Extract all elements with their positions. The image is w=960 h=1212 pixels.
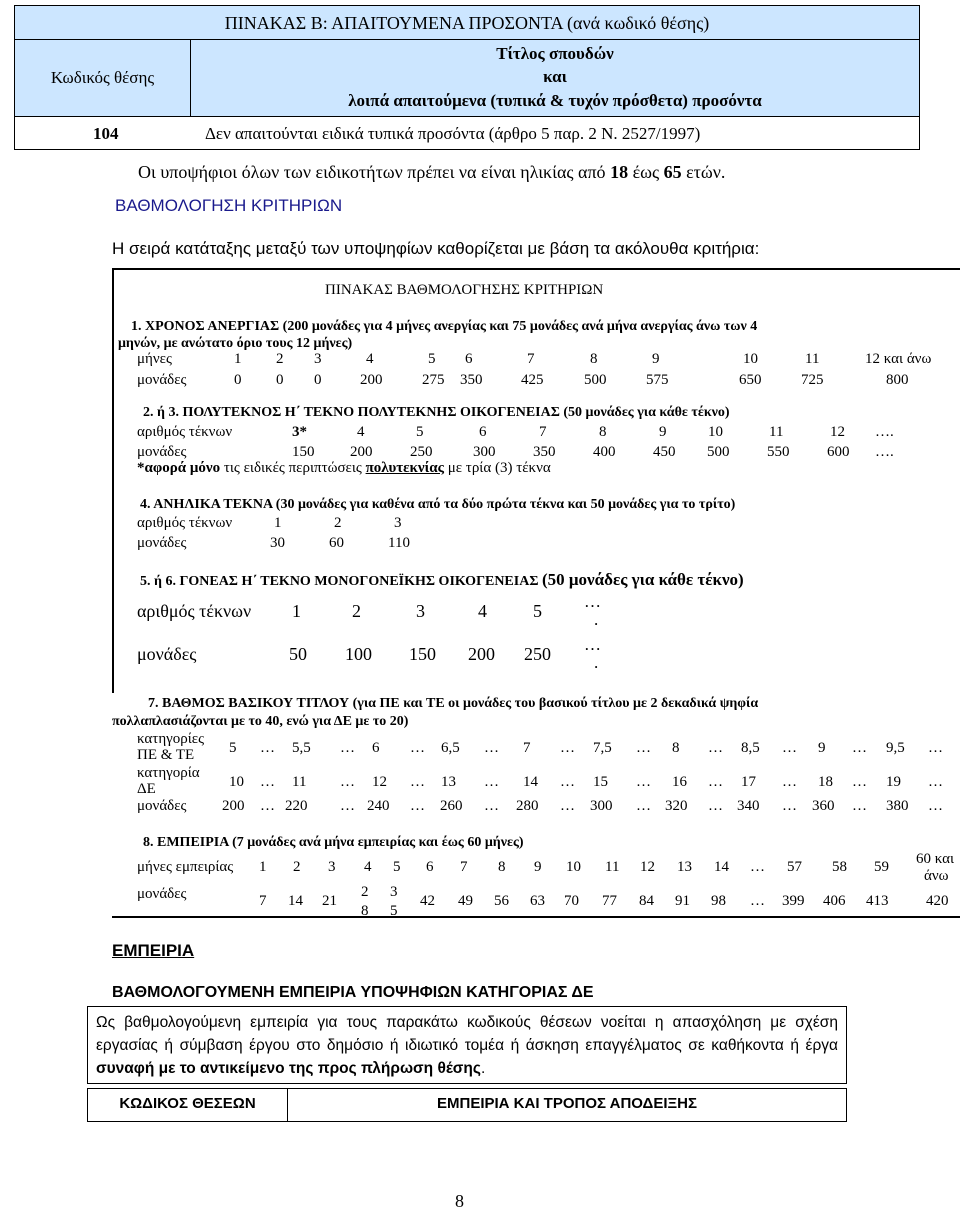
table-cell: 11	[805, 351, 820, 367]
experience-definition-box	[87, 1006, 847, 1084]
table-cell: 500	[707, 444, 730, 460]
table-cell: 220	[285, 798, 308, 814]
table-cell: 200	[360, 372, 383, 388]
table-cell: 12	[640, 859, 655, 875]
table-cell: 275	[422, 372, 445, 388]
table-cell: 575	[646, 372, 669, 388]
separator: …	[410, 798, 425, 814]
criteria-table-title: ΠΙΝΑΚΑΣ ΒΑΘΜΟΛΟΓΗΣΗΣ ΚΡΙΤΗΡΙΩΝ	[325, 282, 604, 298]
table-cell: 10	[229, 774, 244, 790]
table-cell: 19	[886, 774, 901, 790]
age-note	[138, 162, 725, 183]
table-cell: 413	[866, 893, 889, 909]
table-cell: 150	[292, 444, 315, 460]
table-cell: 400	[593, 444, 616, 460]
ellipsis: …	[584, 592, 601, 611]
separator: …	[260, 798, 275, 814]
table-cell: 0	[234, 372, 242, 388]
criterion-2-title: 2. ή 3. ΠΟΛΥΤΕΚΝΟΣ Η΄ ΤΕΚΝΟ ΠΟΛΥΤΕΚΝΗΣ ΟΙΚΟΓΕΝΕΙΑΣ (50 μονάδες για κάθε τέκνο)	[143, 405, 730, 420]
table-cell: 3	[394, 515, 402, 531]
table-cell: 650	[739, 372, 762, 388]
table-cell: 1	[274, 515, 282, 531]
note-text: πολυτεκνίας	[365, 460, 444, 476]
criterion-2-row-label: μονάδες	[137, 444, 187, 460]
separator: …	[560, 798, 575, 814]
table-cell: 2	[276, 351, 284, 367]
table-cell: ….	[875, 444, 894, 460]
criterion-1-row-label: μήνες	[137, 351, 172, 367]
table-cell: 8	[672, 740, 680, 756]
separator: …	[928, 740, 943, 756]
criterion-8-split-value: 3	[390, 884, 398, 900]
separator: …	[708, 798, 723, 814]
criterion-1-title: 1. ΧΡΟΝΟΣ ΑΝΕΡΓΙΑΣ (200 μονάδες για 4 μήνες ανεργίας και 75 μονάδες ανά μήνα ανεργίας άνω των 4	[131, 319, 758, 334]
table-cell: 9	[534, 859, 542, 875]
table-cell: 200	[350, 444, 373, 460]
table-cell: 9,5	[886, 740, 905, 756]
separator: …	[782, 740, 797, 756]
section-heading-scoring: ΒΑΘΜΟΛΟΓΗΣΗ ΚΡΙΤΗΡΙΩΝ	[115, 196, 343, 215]
table-cell: 5	[416, 424, 424, 440]
col-header-code: Κωδικός θέσης	[50, 68, 155, 87]
separator: …	[928, 798, 943, 814]
criterion-7-title-cont: πολλαπλασιάζονται με το 40, ενώ για ΔΕ με το 20)	[112, 714, 409, 729]
note-text: με τρία (3) τέκνα	[443, 460, 551, 476]
table-cell: 150	[409, 644, 436, 664]
table-cell: 14	[523, 774, 538, 790]
table-cell: 600	[827, 444, 850, 460]
table-cell: 425	[521, 372, 544, 388]
table-cell: 7	[460, 859, 468, 875]
table-cell: 12 και άνω	[865, 351, 932, 367]
table-cell: 14	[714, 859, 729, 875]
table-cell: 110	[388, 535, 410, 551]
table-cell: ….	[875, 424, 894, 440]
experience-text-bold: συναφή με το αντικείμενο της προς πλήρωση θέσης	[96, 1060, 481, 1077]
separator: …	[708, 740, 723, 756]
page-number: 8	[455, 1191, 464, 1211]
table-cell: 1	[259, 859, 267, 875]
criterion-8-row-label: μήνες εμπειρίας	[137, 859, 234, 875]
separator: …	[928, 774, 943, 790]
criterion-7-row-label: ΠΕ & ΤΕ	[137, 747, 195, 763]
table-cell: 4	[366, 351, 374, 367]
table-cell: 200	[468, 644, 495, 664]
age-max: 65	[663, 162, 682, 182]
table-cell: 250	[524, 644, 551, 664]
table-cell: 9	[818, 740, 826, 756]
table-cell: 84	[639, 893, 654, 909]
criterion-2-note	[137, 460, 551, 477]
table-cell: 63	[530, 893, 545, 909]
table-cell: 17	[741, 774, 756, 790]
table-cell: 13	[677, 859, 692, 875]
table-cell: 550	[767, 444, 790, 460]
criterion-5-row-label: αριθμός τέκνων	[137, 601, 252, 621]
table-cell: 6	[426, 859, 434, 875]
col-header-title-3: λοιπά απαιτούμενα (τυπικά & τυχόν πρόσθετα) προσόντα	[348, 91, 762, 110]
criterion-7-row-label: κατηγορία	[137, 765, 200, 781]
table-cell: 8	[599, 424, 607, 440]
criterion-5-row-label: μονάδες	[137, 644, 197, 664]
table-cell: 500	[584, 372, 607, 388]
ellipsis-dot: .	[594, 653, 599, 672]
table-cell: 21	[322, 893, 337, 909]
criterion-8-split-value: 8	[361, 903, 369, 919]
col-header-title-2: και	[543, 67, 567, 86]
experience-text: .	[480, 1060, 486, 1077]
table-cell: 91	[675, 893, 690, 909]
table-cell: 3*	[292, 424, 307, 440]
table-cell: 300	[473, 444, 496, 460]
criterion-8-last-header: άνω	[924, 868, 949, 884]
separator: …	[260, 740, 275, 756]
table-cell: 14	[288, 893, 303, 909]
table-cell: 11	[605, 859, 620, 875]
table-cell: 450	[653, 444, 676, 460]
table-cell: 4	[357, 424, 365, 440]
criterion-2-row-label: αριθμός τέκνων	[137, 424, 233, 440]
table-cell: …	[750, 893, 765, 909]
table-cell: 6	[479, 424, 487, 440]
table-cell: 10	[566, 859, 581, 875]
separator: …	[410, 740, 425, 756]
table-cell: 2	[352, 601, 361, 621]
table-cell: 49	[458, 893, 473, 909]
table-cell: 30	[270, 535, 285, 551]
table-cell: 1	[234, 351, 242, 367]
criterion-7-title: 7. ΒΑΘΜΟΣ ΒΑΣΙΚΟΥ ΤΙΤΛΟΥ (για ΠΕ και ΤΕ οι μονάδες του βασικού τίτλου με 2 δεκαδικά ψηφία	[148, 696, 759, 711]
criterion-5-title-text: (50 μονάδες για κάθε τέκνο)	[541, 570, 744, 589]
table-cell: 380	[886, 798, 909, 814]
separator: …	[782, 774, 797, 790]
criterion-7-row-label: κατηγορίες	[137, 731, 205, 747]
separator: …	[340, 798, 355, 814]
criterion-8-last-header: 60 και	[916, 851, 955, 867]
table-cell: 5	[533, 601, 542, 621]
separator: …	[708, 774, 723, 790]
col-header-experience: ΕΜΠΕΙΡΙΑ ΚΑΙ ΤΡΟΠΟΣ ΑΠΟΔΕΙΞΗΣ	[437, 1095, 697, 1112]
table-cell: 5,5	[292, 740, 311, 756]
table-cell: 50	[289, 644, 307, 664]
position-requirements: Δεν απαιτούνται ειδικά τυπικά προσόντα (άρθρο 5 παρ. 2 Ν. 2527/1997)	[205, 124, 701, 143]
table-cell: 399	[782, 893, 805, 909]
table-cell: 58	[832, 859, 847, 875]
table-cell: 5	[428, 351, 436, 367]
ellipsis: …	[584, 635, 601, 654]
criterion-8-row-label: μονάδες	[137, 886, 187, 902]
note-text: μόνο	[189, 460, 221, 476]
table-cell: 6	[372, 740, 380, 756]
table-cell: 7	[523, 740, 531, 756]
table-cell: 360	[812, 798, 835, 814]
separator: …	[484, 740, 499, 756]
ellipsis-dot: .	[594, 610, 599, 629]
table-row	[15, 117, 919, 149]
table-cell: 2	[334, 515, 342, 531]
separator: …	[852, 798, 867, 814]
section-heading-experience-de: ΒΑΘΜΟΛΟΓΟΥΜΕΝΗ ΕΜΠΕΙΡΙΑ ΥΠΟΨΗΦΙΩΝ ΚΑΤΗΓΟΡΙΑΣ ΔΕ	[112, 984, 594, 1001]
table-cell: 57	[787, 859, 802, 875]
table-cell: 9	[659, 424, 667, 440]
experience-definition-text	[96, 1011, 838, 1080]
age-note-text: έως	[628, 162, 664, 182]
table-cell: 406	[823, 893, 846, 909]
table-cell: 4	[364, 859, 372, 875]
table-cell: 5	[393, 859, 401, 875]
criterion-4-row-label: μονάδες	[137, 535, 187, 551]
position-code: 104	[93, 124, 119, 143]
table-cell: 300	[590, 798, 613, 814]
table-cell: 6	[465, 351, 473, 367]
criterion-1-title-cont: μηνών, με ανώτατο όριο τους 12 μήνες)	[118, 336, 353, 351]
col-header-title-1: Τίτλος σπουδών	[496, 44, 614, 63]
table-cell: 15	[593, 774, 608, 790]
table-cell: 800	[886, 372, 909, 388]
table-cell: 18	[818, 774, 833, 790]
table-cell: 13	[441, 774, 456, 790]
age-note-text: Οι υποψήφιοι όλων των ειδικοτήτων πρέπει να είναι ηλικίας από	[138, 162, 611, 182]
table-cell: 200	[222, 798, 245, 814]
note-text: *αφορά	[137, 460, 190, 476]
table-cell: 8,5	[741, 740, 760, 756]
separator: …	[340, 740, 355, 756]
age-min: 18	[610, 162, 629, 182]
table-cell: 1	[292, 601, 301, 621]
separator: …	[484, 798, 499, 814]
col-header-codes: ΚΩΔΙΚΟΣ ΘΕΣΕΩΝ	[119, 1095, 256, 1112]
criterion-8-split-value: 5	[390, 903, 398, 919]
separator: …	[636, 774, 651, 790]
separator: …	[410, 774, 425, 790]
table-cell: 350	[533, 444, 556, 460]
criterion-5-title	[140, 570, 744, 590]
table-cell: 350	[460, 372, 483, 388]
criterion-4-row-label: αριθμός τέκνων	[137, 515, 233, 531]
experience-codes-table-header	[87, 1088, 847, 1122]
table-cell: 250	[410, 444, 433, 460]
table-cell: 3	[314, 351, 322, 367]
requirements-table-title: ΠΙΝΑΚΑΣ Β: ΑΠΑΙΤΟΥΜΕΝΑ ΠΡΟΣΟΝΤΑ (ανά κωδικό θέσης)	[224, 13, 710, 33]
criterion-8-title: 8. ΕΜΠΕΙΡΙΑ (7 μονάδες ανά μήνα εμπειρίας και έως 60 μήνες)	[143, 835, 524, 850]
table-cell: 12	[372, 774, 387, 790]
table-cell: 340	[737, 798, 760, 814]
section-heading-experience: ΕΜΠΕΙΡΙΑ	[112, 941, 195, 960]
table-cell: 420	[926, 893, 949, 909]
separator: …	[852, 774, 867, 790]
table-cell: 42	[420, 893, 435, 909]
table-cell: 2	[293, 859, 301, 875]
requirements-table	[14, 5, 920, 150]
separator: …	[852, 740, 867, 756]
experience-text: Ως βαθμολογούμενη εμπειρία για τους παρακάτω κωδικούς θέσεων νοείται η απασχόληση με σχέση εργασίας ή σύμβαση έργου στο δημόσιο ή ιδιωτικό τομέα ή άσκηση επαγγέλματος σε καθήκοντα ή έργα	[96, 1014, 838, 1054]
table-cell: 70	[564, 893, 579, 909]
table-cell: 10	[708, 424, 723, 440]
table-cell: 0	[314, 372, 322, 388]
table-cell: 280	[516, 798, 539, 814]
table-cell: 240	[367, 798, 390, 814]
table-cell: 11	[292, 774, 307, 790]
table-cell: 4	[478, 601, 487, 621]
table-cell: 3	[328, 859, 336, 875]
criterion-4-title: 4. ΑΝΗΛΙΚΑ ΤΕΚΝΑ (30 μονάδες για καθένα από τα δύο πρώτα τέκνα και 50 μονάδες για το τρίτο)	[140, 497, 736, 512]
table-cell: 0	[276, 372, 284, 388]
separator: …	[260, 774, 275, 790]
table-cell: 320	[665, 798, 688, 814]
table-cell: 5	[229, 740, 237, 756]
table-cell: 60	[329, 535, 344, 551]
table-cell: 7	[259, 893, 267, 909]
table-cell: 9	[652, 351, 660, 367]
table-cell: 8	[498, 859, 506, 875]
table-cell: 7,5	[593, 740, 612, 756]
age-note-text: ετών.	[681, 162, 726, 182]
criterion-7-row-label: ΔΕ	[137, 781, 156, 797]
table-cell: 12	[830, 424, 845, 440]
separator: …	[560, 740, 575, 756]
requirements-table-title-row	[15, 6, 919, 40]
table-cell: 56	[494, 893, 509, 909]
separator: …	[340, 774, 355, 790]
table-cell: 6,5	[441, 740, 460, 756]
table-cell: 10	[743, 351, 758, 367]
criterion-8-split-value: 2	[361, 884, 369, 900]
table-cell: 7	[527, 351, 535, 367]
table-cell: 7	[539, 424, 547, 440]
table-cell: …	[750, 859, 765, 875]
table-cell: 77	[602, 893, 617, 909]
criterion-1-row-label: μονάδες	[137, 372, 187, 388]
table-cell: 98	[711, 893, 726, 909]
separator: …	[636, 740, 651, 756]
criterion-7-row-label: μονάδες	[137, 798, 187, 814]
table-cell: 11	[769, 424, 784, 440]
table-cell: 3	[416, 601, 425, 621]
table-cell: 16	[672, 774, 687, 790]
table-cell: 725	[801, 372, 824, 388]
scoring-intro: Η σειρά κατάταξης μεταξύ των υποψηφίων καθορίζεται με βάση τα ακόλουθα κριτήρια:	[112, 239, 760, 258]
note-text: τις ειδικές περιπτώσεις	[220, 460, 366, 476]
table-cell: 260	[440, 798, 463, 814]
table-cell: 59	[874, 859, 889, 875]
separator: …	[782, 798, 797, 814]
separator: …	[636, 798, 651, 814]
table-cell: 100	[345, 644, 372, 664]
separator: …	[484, 774, 499, 790]
criterion-5-title-text: 5. ή 6. ΓΟΝΕΑΣ Η΄ ΤΕΚΝΟ ΜΟΝΟΓΟΝΕΪΚΗΣ ΟΙΚΟΓΕΝΕΙΑΣ	[140, 574, 542, 589]
table-cell: 8	[590, 351, 598, 367]
separator: …	[560, 774, 575, 790]
